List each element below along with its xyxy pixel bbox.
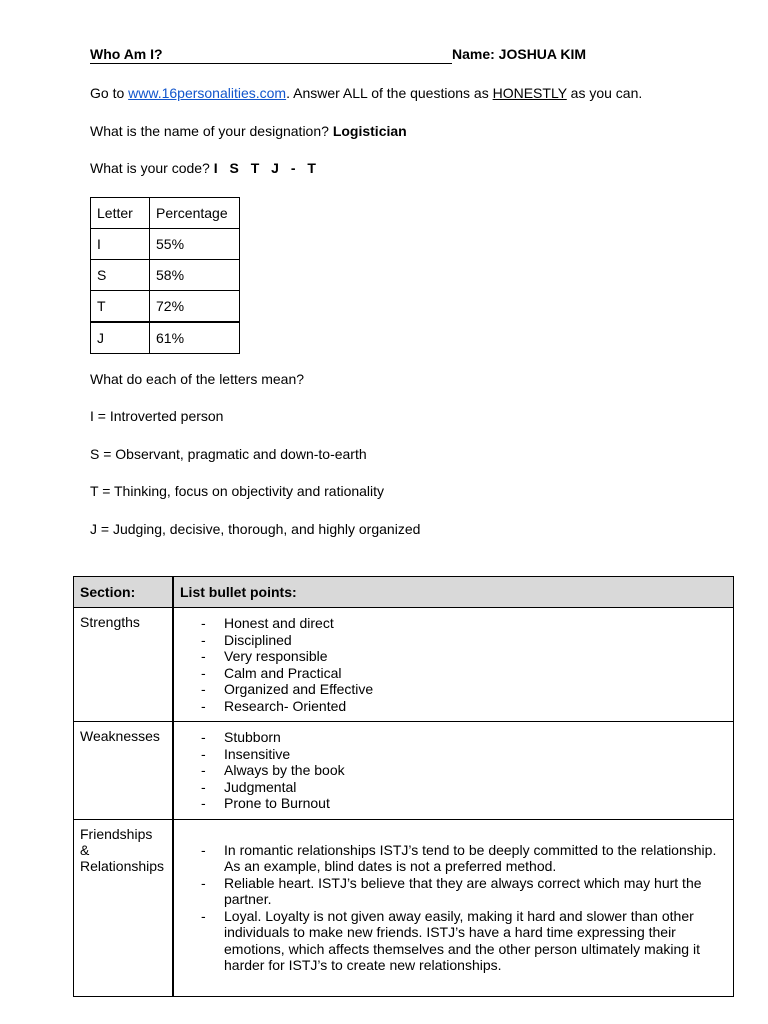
intro-line: [90, 85, 642, 101]
intro-prefix: Go to: [90, 85, 129, 101]
table-row: [91, 229, 240, 260]
list-item: - Insensitive: [174, 746, 719, 763]
table-row: [91, 291, 240, 323]
section-label-line: Friendships: [80, 825, 153, 842]
section-label-line: Relationships: [80, 857, 165, 874]
section-items: [173, 608, 734, 722]
sections-table: [73, 576, 734, 997]
code-question: What is your code?: [90, 160, 214, 176]
list-item: - Honest and direct: [174, 615, 719, 632]
table-cell: 55%: [150, 229, 240, 260]
code-line: [90, 160, 320, 176]
list-item: - Stubborn: [174, 729, 719, 746]
letter-meaning: J = Judging, decisive, thorough, and highly organized: [90, 521, 421, 537]
designation-question: What is the name of your designation?: [90, 123, 333, 139]
list-item: - Calm and Practical: [174, 665, 719, 682]
intro-middle: . Answer ALL of the questions as: [286, 85, 493, 101]
section-row-strengths: [74, 608, 734, 722]
sections-header-row: [74, 577, 734, 608]
section-items: [173, 722, 734, 820]
title-underline: [90, 63, 452, 64]
worksheet-title: Who Am I?: [90, 46, 163, 62]
table-cell: I: [91, 229, 150, 260]
table-cell: S: [91, 260, 150, 291]
table-cell: 58%: [150, 260, 240, 291]
section-label: Weaknesses: [74, 722, 174, 820]
student-name: Name: JOSHUA KIM: [452, 46, 587, 62]
table-header-cell: Letter: [91, 198, 150, 229]
list-item: - Judgmental: [174, 779, 719, 796]
section-label-line: &: [80, 841, 90, 858]
table-header-cell: Percentage: [150, 198, 240, 229]
table-row: [91, 260, 240, 291]
list-item: - In romantic relationships ISTJ’s tend to be deeply committed to the relationship. As an example, blind dates is not a preferred method.: [174, 842, 719, 875]
section-items: [173, 819, 734, 996]
intro-emphasis: HONESTLY: [492, 85, 567, 101]
section-label: [74, 819, 174, 996]
letter-meaning: T = Thinking, focus on objectivity and rationality: [90, 483, 385, 499]
list-item: - Reliable heart. ISTJ’s believe that they are always correct which may hurt the partner.: [174, 875, 719, 908]
list-item: - Disciplined: [174, 632, 719, 649]
list-item: - Always by the book: [174, 762, 719, 779]
personalities-link[interactable]: www.16personalities.com: [128, 85, 287, 101]
letter-meaning: S = Observant, pragmatic and down-to-earth: [90, 446, 367, 462]
section-row-weaknesses: [74, 722, 734, 820]
letter-meaning: I = Introverted person: [90, 408, 224, 424]
bullets-header-cell: List bullet points:: [173, 577, 734, 608]
table-cell: 61%: [150, 322, 240, 354]
section-header-cell: Section:: [74, 577, 174, 608]
list-item: - Prone to Burnout: [174, 795, 719, 812]
list-item: - Loyal. Loyalty is not given away easily, making it hard and slower than other individuals to make new friends. ISTJ’s have a hard time expressing their emotions, which affects themselves and the other person ultimately making it harder for ISTJ’s to create new relationships.: [174, 908, 719, 974]
designation-line: [90, 123, 407, 139]
list-item: - Very responsible: [174, 648, 719, 665]
list-item: - Research- Oriented: [174, 698, 719, 715]
table-cell: T: [91, 291, 150, 323]
percentage-table: [90, 197, 240, 354]
designation-answer: Logistician: [332, 123, 407, 139]
section-label: Strengths: [74, 608, 174, 722]
section-row-relationships: [74, 819, 734, 996]
table-cell: J: [91, 322, 150, 354]
list-item: - Organized and Effective: [174, 681, 719, 698]
table-row: [91, 322, 240, 354]
table-header-row: [91, 198, 240, 229]
letters-question: What do each of the letters mean?: [90, 371, 305, 387]
code-answer: I S T J - T: [213, 160, 320, 176]
table-cell: 72%: [150, 291, 240, 323]
intro-suffix: as you can.: [566, 85, 643, 101]
